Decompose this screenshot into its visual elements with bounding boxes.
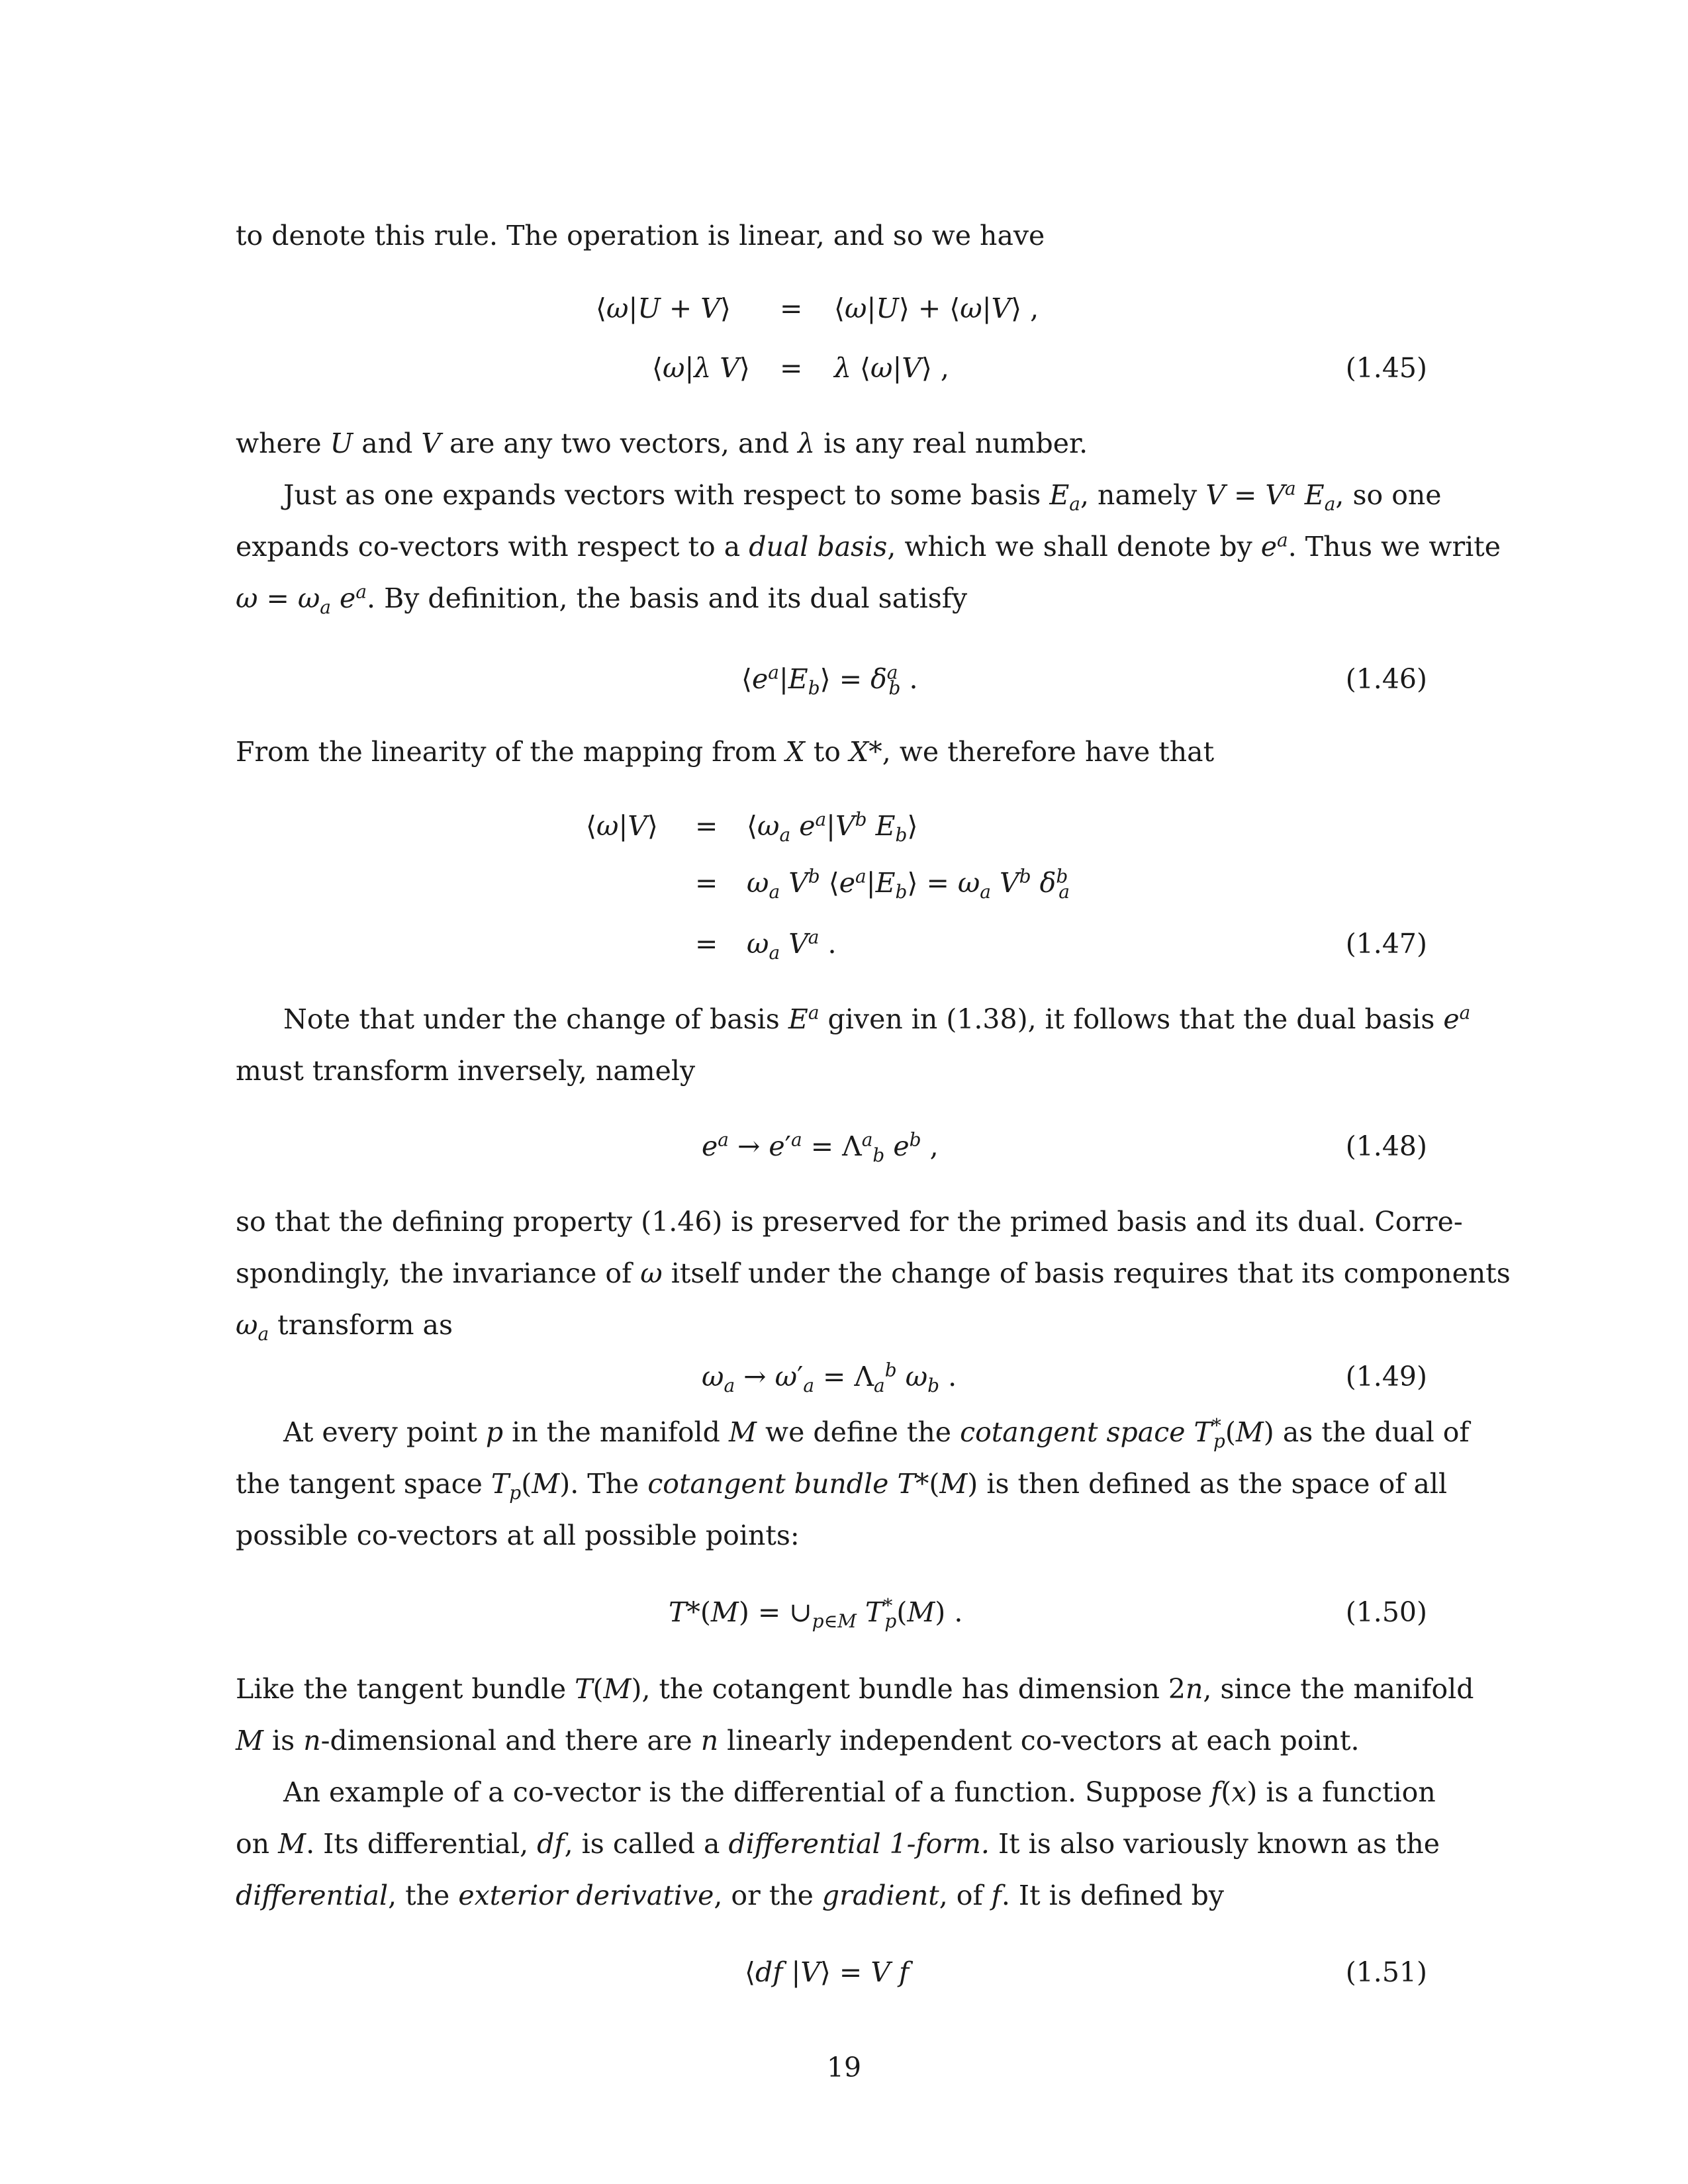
equation-1-45-row-2-equals: = bbox=[780, 352, 803, 384]
equation-1-48: $e^a \to e'^a = \Lambda^a_b$ $e^b$ , bbox=[702, 1128, 939, 1167]
paragraph-cotangent-line-3: possible co-vectors at all possible points: bbox=[236, 1520, 800, 1551]
paragraph-dimension-line-2: M is n-dimensional and there are n linearly independent co-vectors at each point. bbox=[236, 1725, 1360, 1756]
equation-1-45-row-1-rhs: ⟨ω|U⟩ + ⟨ω|V⟩ , bbox=[834, 293, 1039, 324]
paragraph-vectors-note: where U and V are any two vectors, and λ is any real number. bbox=[236, 428, 1088, 459]
equation-1-47-row-3-equals: = bbox=[695, 928, 718, 960]
equation-1-45-row-1: ⟨ω|U + V⟩ bbox=[596, 293, 731, 324]
paragraph-change-of-basis-line-2: must transform inversely, namely bbox=[236, 1055, 696, 1087]
equation-1-47-row-1-lhs: ⟨ω|V⟩ bbox=[586, 810, 658, 842]
equation-1-50: $T*(M) = \cup_{p\in M}$ $T^*_p(M)$ . bbox=[669, 1594, 963, 1633]
paragraph-invariance-line-2: spondingly, the invariance of ω itself under the change of basis requires that its components bbox=[236, 1257, 1511, 1289]
equation-number: (1.47) bbox=[1345, 928, 1427, 960]
equation-1-47-row-2-equals: = bbox=[695, 867, 718, 899]
equation-number: (1.46) bbox=[1345, 663, 1427, 695]
equation-number: (1.45) bbox=[1345, 352, 1427, 384]
equation-1-51: ⟨df |V⟩ = V f bbox=[745, 1956, 910, 1988]
paragraph-differential-line-2: on M. Its differential, df, is called a differential 1-form. It is also variously known as the bbox=[236, 1828, 1440, 1860]
paragraph-differential-line-3: differential, the exterior derivative, or the gradient, of f. It is defined by bbox=[236, 1880, 1225, 1911]
equation-number: (1.50) bbox=[1345, 1596, 1427, 1628]
paragraph-dimension-line-1: Like the tangent bundle T(M), the cotangent bundle has dimension 2n, since the manifold bbox=[236, 1673, 1474, 1705]
equation-number: (1.51) bbox=[1345, 1956, 1427, 1988]
paragraph-intro-linear: to denote this rule. The operation is linear, and so we have bbox=[236, 220, 1045, 251]
paragraph-cotangent-line-2: the tangent space $T_p(M)$. The cotangent bundle T*(M) is then defined as the space of all bbox=[236, 1468, 1448, 1504]
paragraph-dual-basis-line-2: expands co-vectors with respect to a dual basis, which we shall denote by $e^a$. Thus we write bbox=[236, 529, 1501, 563]
equation-1-45-row-2-rhs: λ ⟨ω|V⟩ , bbox=[834, 352, 949, 384]
paragraph-linearity: From the linearity of the mapping from X to X*, we therefore have that bbox=[236, 736, 1215, 768]
equation-1-47-row-2-rhs: $\omega_a$ $V^b$ $⟨e^a|E_b⟩ = \omega_a$ $V^b$ $\delta^b_a$ bbox=[747, 865, 1070, 903]
equation-1-47-row-3-rhs: $\omega_a$ $V^a$ . bbox=[747, 926, 837, 964]
paragraph-cotangent-line-1: At every point p in the manifold M we define the cotangent space $T^*_p(M)$ as the dual of bbox=[283, 1414, 1470, 1453]
equation-1-45-row-2: ⟨ω|λ V⟩ bbox=[652, 352, 750, 384]
equation-1-46: $⟨e^a|E_b⟩ = \delta^a_b$ . bbox=[741, 661, 918, 700]
equation-1-45-row-1-equals: = bbox=[780, 293, 803, 324]
paragraph-dual-basis-line-3: $\omega = \omega_a$ $e^a$. By definition, the basis and its dual satisfy bbox=[236, 580, 968, 619]
equation-number: (1.49) bbox=[1345, 1361, 1427, 1392]
paragraph-invariance-line-3: $\omega_a$ transform as bbox=[236, 1309, 453, 1345]
paragraph-differential-line-1: An example of a co-vector is the differential of a function. Suppose f(x) is a function bbox=[283, 1776, 1436, 1808]
equation-1-47-row-1-equals: = bbox=[695, 810, 718, 842]
equation-1-49: $\omega_a \to \omega'_a = \Lambda_a^b$ $\omega_b$ . bbox=[702, 1359, 957, 1397]
paragraph-invariance-line-1: so that the defining property (1.46) is preserved for the primed basis and its dual. Corre- bbox=[236, 1206, 1463, 1238]
paragraph-dual-basis-line-1: Just as one expands vectors with respect to some basis $E_a$, namely $V = V^a$ $E_a$, so one bbox=[283, 477, 1442, 516]
paragraph-change-of-basis-line-1: Note that under the change of basis $E^a$ given in (1.38), it follows that the dual basis $e^a$ bbox=[283, 1001, 1471, 1035]
equation-1-47-row-1-rhs: $⟨\omega_a$ $e^a|V^b$ $E_b⟩$ bbox=[747, 808, 918, 846]
page-number: 19 bbox=[826, 2052, 862, 2083]
equation-number: (1.48) bbox=[1345, 1130, 1427, 1162]
